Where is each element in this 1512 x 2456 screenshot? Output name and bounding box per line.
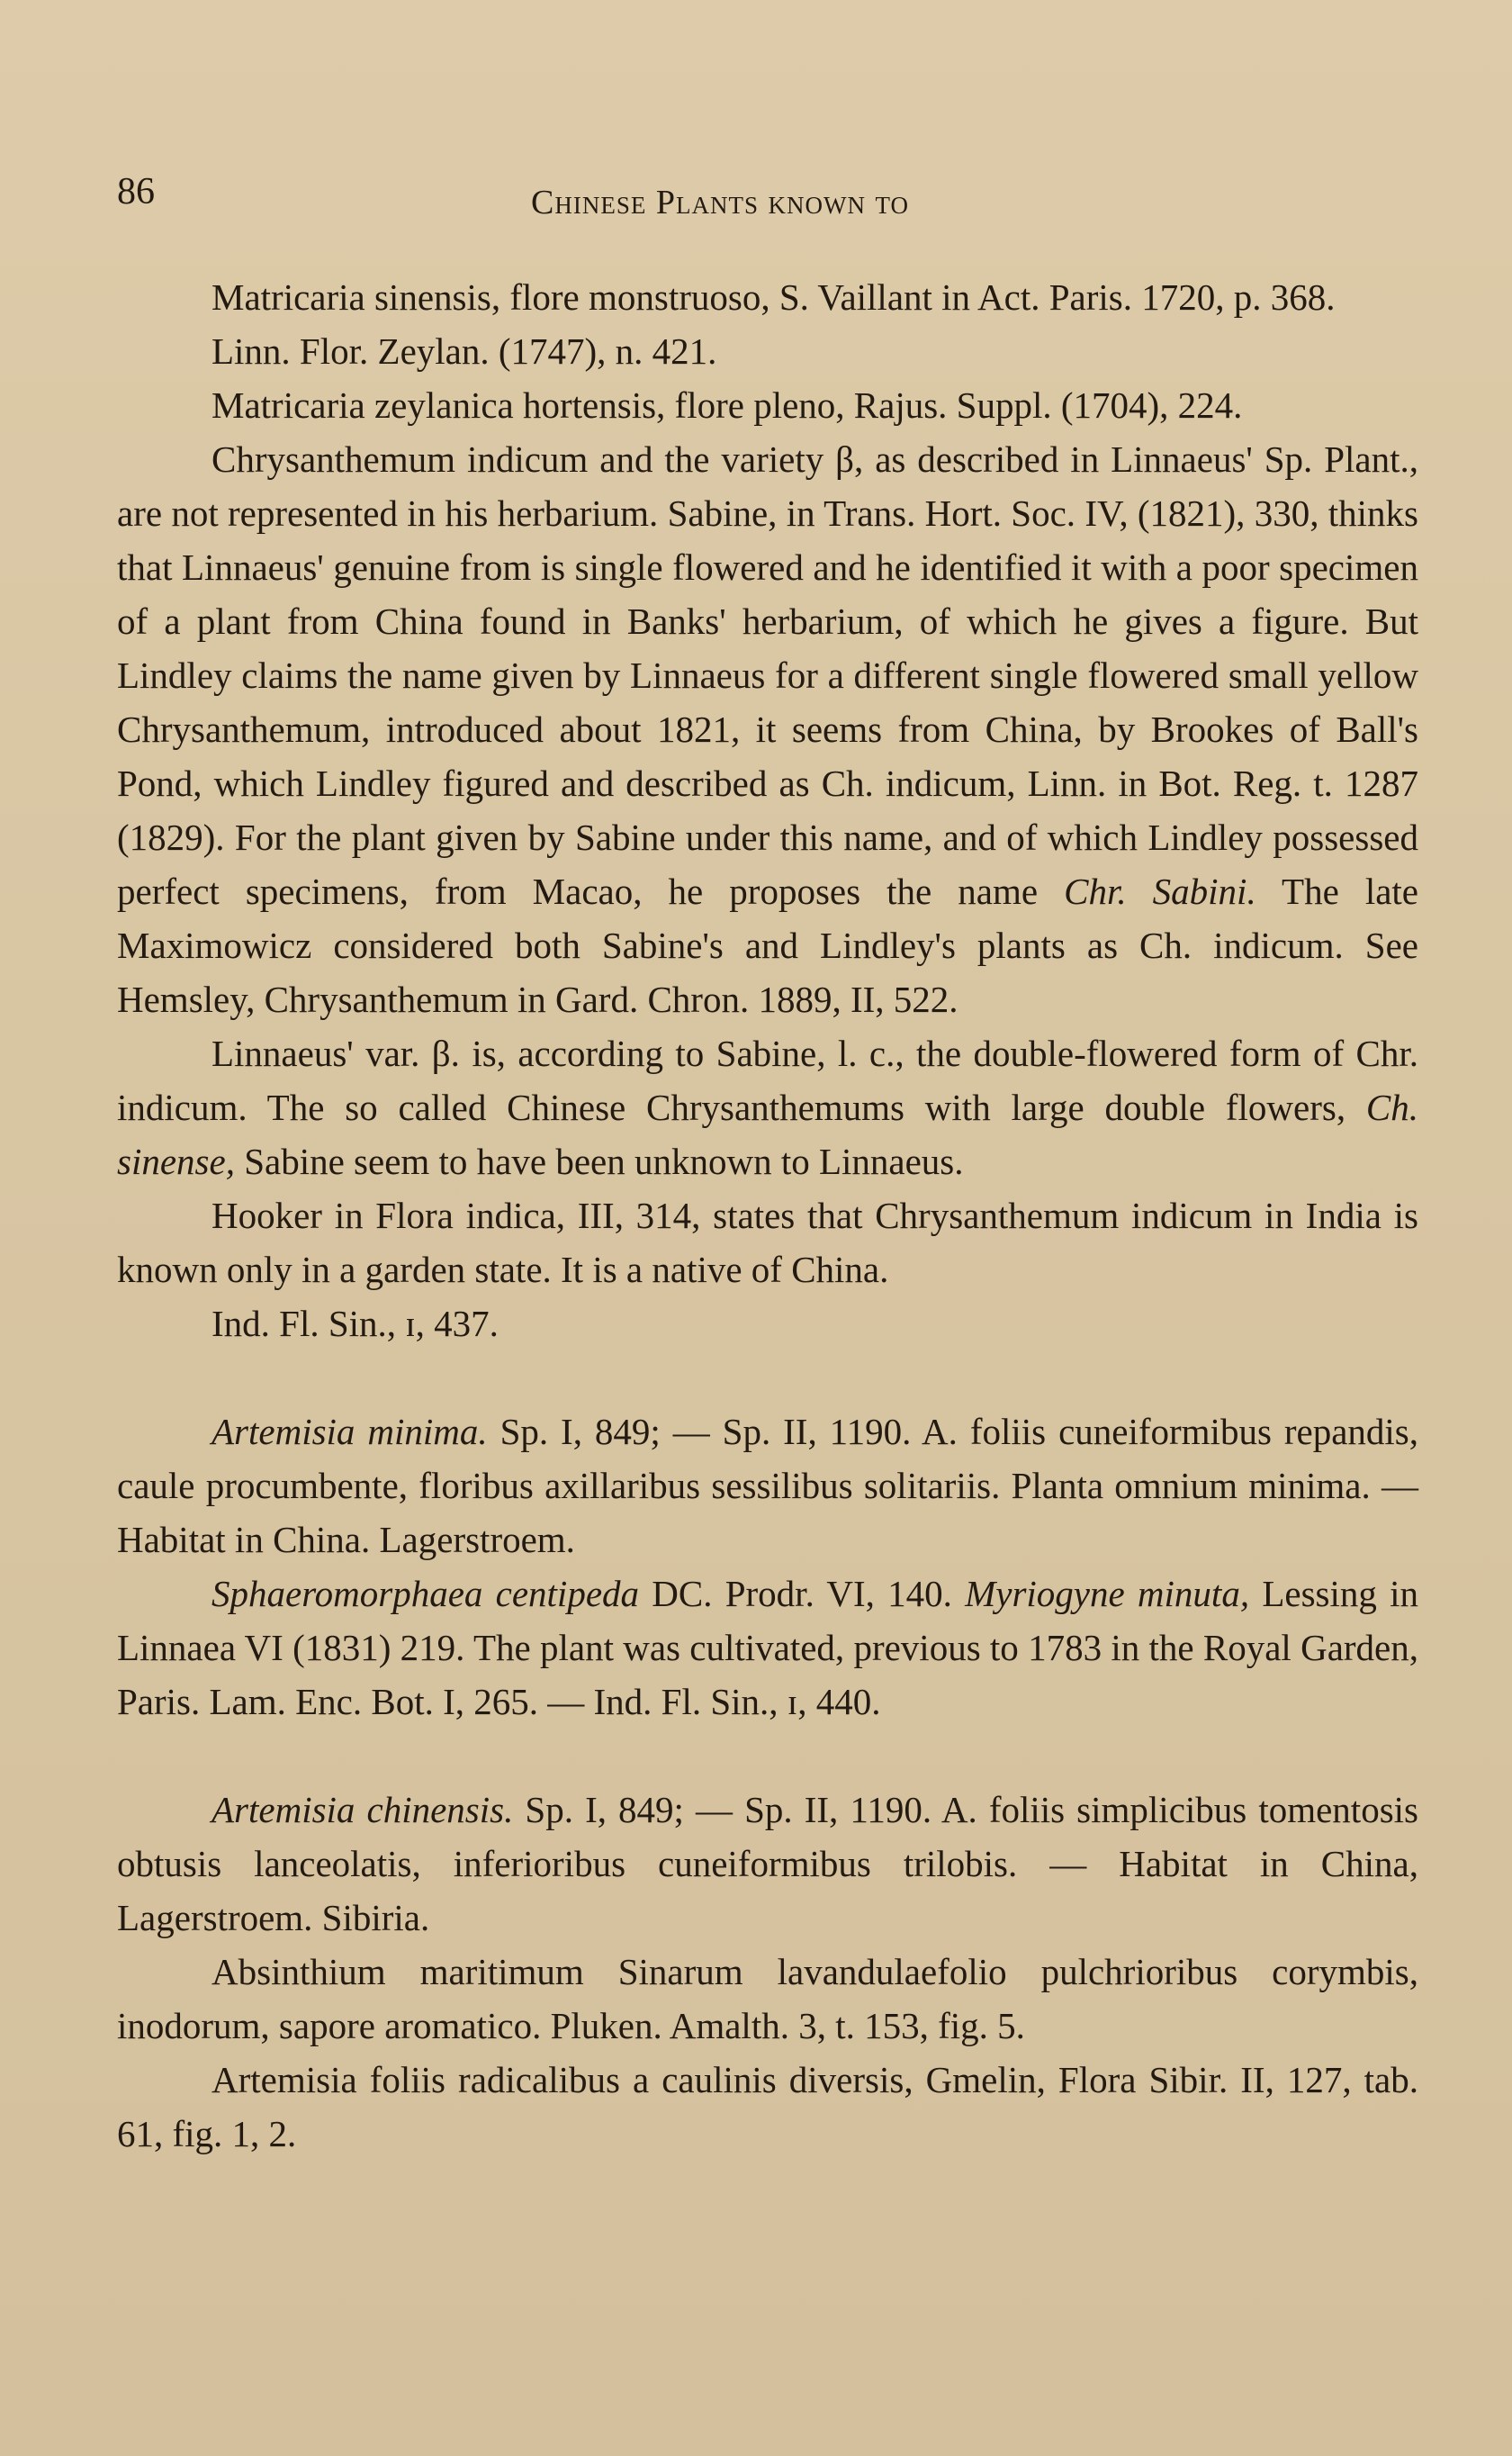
- paragraph-text: Sp. I, 849; — Sp. II, 1190. A. foliis simplicibus tomentosis obtusis lanceolatis, inferioribus cuneiformibus trilobis. — Habitat in China, Lagerstroem. Sibiria.: [117, 1789, 1418, 1938]
- page-number: 86: [117, 171, 155, 212]
- paragraph-text: Chrysanthemum indicum and the variety β, as described in Linnaeus' Sp. Plant., are not represented in his herbarium. Sabine, in Trans. Hort. Soc. IV, (1821), 330, thinks that Linnaeus' genuine from is single flowered and he identified it with a poor specimen of a plant from China found in Banks' herbarium, of which he gives a figure. But Lindley claims the name given by Linnaeus for a different single flowered small yellow Chrysanthemum, introduced about 1821, it seems from China, by Brookes of Ball's Pond, which Lindley figured and described as Ch. indicum, Linn. in Bot. Reg. t. 1287 (1829). For the plant given by Sabine under this name, and of which Lindley possessed perfect specimens, from Macao, he proposes the name: [117, 438, 1418, 912]
- paragraph-linnaeus-variety: [117, 1026, 1418, 1188]
- species-name-italic: Chr. Sabini.: [1064, 871, 1256, 912]
- paragraph-text: DC. Prodr. VI, 140.: [639, 1573, 952, 1614]
- species-name-italic: Ch. sinense,: [117, 1087, 1418, 1182]
- paragraph-artemisia-chinensis: [117, 1783, 1418, 1945]
- species-name-italic: Sphaeromorphaea centipeda: [212, 1573, 640, 1614]
- species-name-italic: Artemisia chinensis.: [212, 1789, 514, 1830]
- paragraph-artemisia-foliis: Artemisia foliis radicalibus a caulinis diversis, Gmelin, Flora Sibir. II, 127, tab. 61, fig. 1, 2.: [117, 2059, 1418, 2154]
- paragraph-chrysanthemum-indicum: [117, 432, 1418, 1026]
- paragraph-text: The late Maximowicz considered both Sabine's and Lindley's plants as Ch. indicum. See Hemsley, Chrysanthemum in Gard. Chron. 1889, II, 522.: [117, 871, 1419, 1020]
- paragraph-artemisia-minima: [117, 1404, 1418, 1567]
- species-name-italic: Artemisia minima.: [212, 1411, 488, 1452]
- paragraph-ind-fl-sin-437: Ind. Fl. Sin., ɪ, 437.: [212, 1303, 499, 1344]
- paragraph-text: Sp. I, 849; — Sp. II, 1190. A. foliis cuneiformibus repandis, caule procumbente, floribus axillaribus sessilibus solitariis. Planta omnium minima. — Habitat in China. Lagerstroem.: [117, 1411, 1418, 1560]
- paragraph-linn-flor-zeylan: Linn. Flor. Zeylan. (1747), n. 421.: [212, 330, 717, 372]
- paragraph-hooker-flora-indica: Hooker in Flora indica, III, 314, states that Chrysanthemum indicum in India is known only in a garden state. It is a native of China.: [117, 1195, 1418, 1290]
- species-name-italic: Myriogyne minuta,: [965, 1573, 1250, 1614]
- paragraph-absinthium-maritimum: Absinthium maritimum Sinarum lavandulaefolio pulchrioribus corymbis, inodorum, sapore aromatico. Pluken. Amalth. 3, t. 153, fig. 5.: [117, 1951, 1418, 2046]
- section-gap: [117, 1729, 1418, 1783]
- paragraph-text: Linnaeus' var. β. is, according to Sabine, l. c., the double-flowered form of Chr. indicum. The so called Chinese Chrysanthemums with large double flowers,: [117, 1033, 1418, 1128]
- section-gap: [117, 1350, 1418, 1404]
- paragraph-sphaeromorphaea: [117, 1567, 1418, 1729]
- page-body: [117, 270, 1418, 2161]
- paragraph-matricaria-sinensis: Matricaria sinensis, flore monstruoso, S. Vaillant in Act. Paris. 1720, p. 368.: [212, 276, 1336, 318]
- paragraph-matricaria-zeylanica: Matricaria zeylanica hortensis, flore pleno, Rajus. Suppl. (1704), 224.: [212, 384, 1243, 426]
- paragraph-text: Lessing in Linnaea VI (1831) 219. The plant was cultivated, previous to 1783 in the Royal Garden, Paris. Lam. Enc. Bot. I, 265. — Ind. Fl. Sin., ɪ, 440.: [117, 1573, 1419, 1722]
- paragraph-text: Sabine seem to have been unknown to Linnaeus.: [234, 1141, 964, 1182]
- running-head: Chinese Plants known to: [531, 184, 909, 221]
